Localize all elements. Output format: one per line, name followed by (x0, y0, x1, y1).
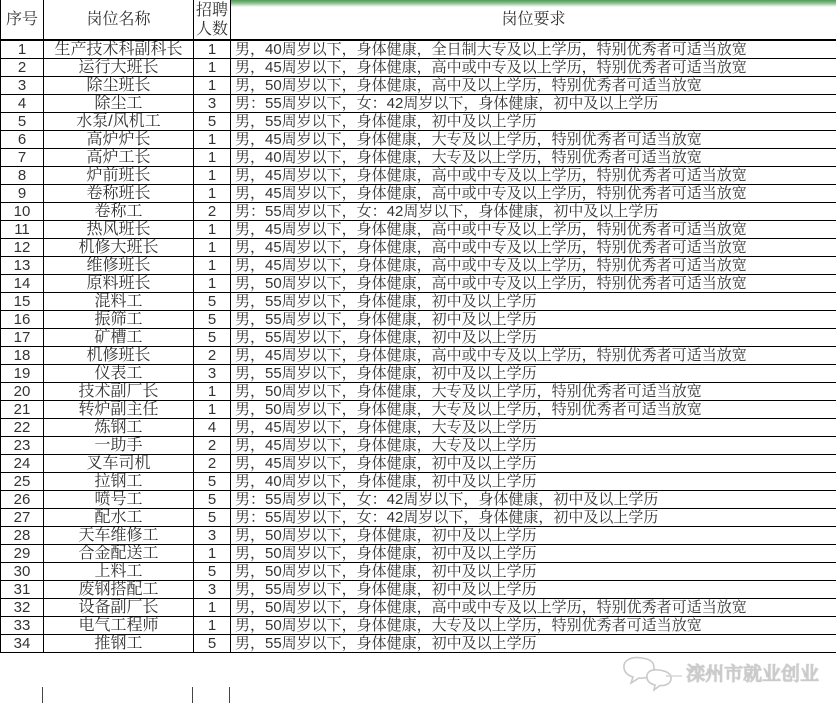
table-row (1, 293, 836, 311)
position-name-cell: 除尘班长 (44, 77, 194, 95)
header-requirements (231, 0, 836, 40)
gridline (229, 687, 230, 703)
serial-number-cell: 7 (1, 149, 44, 167)
position-name-cell: 技术副厂长 (44, 383, 194, 401)
requirement-cell: 男，40周岁以下，身体健康，大专及以上学历，特别优秀者可适当放宽 (231, 149, 836, 167)
requirement-cell: 男：55周岁以下，女：42周岁以下，身体健康，初中及以上学历 (231, 491, 836, 509)
table-row (1, 329, 836, 347)
serial-number-cell: 9 (1, 185, 44, 203)
table-row (1, 617, 836, 635)
table-row (1, 455, 836, 473)
position-name-cell: 废钢搭配工 (44, 581, 194, 599)
table-row (1, 383, 836, 401)
requirement-cell: 男，50周岁以下，身体健康，初中及以上学历 (231, 545, 836, 563)
table-row (1, 509, 836, 527)
headcount-cell: 1 (194, 401, 231, 419)
requirement-cell: 男，50周岁以下，身体健康，大专及以上学历，特别优秀者可适当放宽 (231, 383, 836, 401)
gridline (192, 687, 193, 703)
requirement-cell: 男，55周岁以下，身体健康，初中及以上学历 (231, 581, 836, 599)
requirement-cell: 男，50周岁以下，身体健康，大专及以上学历，特别优秀者可适当放宽 (231, 617, 836, 635)
table-row (1, 95, 836, 113)
table-row (1, 563, 836, 581)
table-row (1, 599, 836, 617)
position-name-cell: 水泵/风机工 (44, 113, 194, 131)
headcount-cell: 1 (194, 149, 231, 167)
position-name-cell: 卷称工 (44, 203, 194, 221)
headcount-cell: 5 (194, 473, 231, 491)
requirement-cell: 男，50周岁以下，身体健康，高中或中专及以上学历，特别优秀者可适当放宽 (231, 275, 836, 293)
gridline (42, 687, 43, 703)
partial-next-row-gridlines (0, 687, 836, 703)
position-name-cell: 天车维修工 (44, 527, 194, 545)
table-row (1, 581, 836, 599)
table-row (1, 203, 836, 221)
serial-number-cell: 11 (1, 221, 44, 239)
headcount-cell: 1 (194, 221, 231, 239)
headcount-cell: 2 (194, 347, 231, 365)
serial-number-cell: 4 (1, 95, 44, 113)
headcount-cell: 5 (194, 509, 231, 527)
header-position-name: 岗位名称 (44, 0, 194, 40)
serial-number-cell: 10 (1, 203, 44, 221)
position-name-cell: 拉钢工 (44, 473, 194, 491)
table-row (1, 275, 836, 293)
requirement-cell: 男，45周岁以下，身体健康，高中或中专及以上学历，特别优秀者可适当放宽 (231, 167, 836, 185)
headcount-cell: 1 (194, 40, 231, 59)
requirement-cell: 男：55周岁以下，女：42周岁以下，身体健康，初中及以上学历 (231, 95, 836, 113)
table-row (1, 185, 836, 203)
serial-number-cell: 33 (1, 617, 44, 635)
table-row (1, 113, 836, 131)
serial-number-cell: 29 (1, 545, 44, 563)
requirement-cell: 男，50周岁以下，身体健康，高中或中专及以上学历，特别优秀者可适当放宽 (231, 599, 836, 617)
table-row (1, 527, 836, 545)
position-name-cell: 转炉副主任 (44, 401, 194, 419)
table-row (1, 40, 836, 59)
table-row (1, 167, 836, 185)
serial-number-cell: 13 (1, 257, 44, 275)
requirement-cell: 男，45周岁以下，身体健康，大专及以上学历 (231, 437, 836, 455)
serial-number-cell: 14 (1, 275, 44, 293)
position-name-cell: 喷号工 (44, 491, 194, 509)
position-name-cell: 合金配送工 (44, 545, 194, 563)
serial-number-cell: 18 (1, 347, 44, 365)
serial-number-cell: 5 (1, 113, 44, 131)
header-requirements-label: 岗位要求 (501, 11, 566, 28)
requirement-cell: 男，55周岁以下，身体健康，初中及以上学历 (231, 329, 836, 347)
table-row (1, 545, 836, 563)
serial-number-cell: 20 (1, 383, 44, 401)
requirement-cell: 男，50周岁以下，身体健康，初中及以上学历 (231, 527, 836, 545)
requirement-cell: 男，45周岁以下，身体健康，高中或中专及以上学历，特别优秀者可适当放宽 (231, 257, 836, 275)
headcount-cell: 1 (194, 131, 231, 149)
serial-number-cell: 31 (1, 581, 44, 599)
headcount-cell: 5 (194, 293, 231, 311)
serial-number-cell: 23 (1, 437, 44, 455)
position-name-cell: 叉车司机 (44, 455, 194, 473)
serial-number-cell: 24 (1, 455, 44, 473)
headcount-cell: 1 (194, 257, 231, 275)
position-name-cell: 炼钢工 (44, 419, 194, 437)
headcount-cell: 4 (194, 419, 231, 437)
position-name-cell: 原料班长 (44, 275, 194, 293)
requirement-cell: 男，55周岁以下，身体健康，初中及以上学历 (231, 365, 836, 383)
table-row (1, 257, 836, 275)
table-row (1, 131, 836, 149)
serial-number-cell: 12 (1, 239, 44, 257)
position-name-cell: 生产技术科副科长 (44, 40, 194, 59)
requirement-cell: 男，45周岁以下，身体健康，高中或中专及以上学历，特别优秀者可适当放宽 (231, 185, 836, 203)
position-name-cell: 高炉炉长 (44, 131, 194, 149)
table-row (1, 149, 836, 167)
headcount-cell: 2 (194, 455, 231, 473)
position-name-cell: 设备副厂长 (44, 599, 194, 617)
table-row (1, 59, 836, 77)
table-row (1, 347, 836, 365)
table-row (1, 365, 836, 383)
table-row (1, 311, 836, 329)
requirement-cell: 男，55周岁以下，身体健康，初中及以上学历 (231, 311, 836, 329)
requirement-cell: 男：55周岁以下，女：42周岁以下，身体健康，初中及以上学历 (231, 509, 836, 527)
position-name-cell: 高炉工长 (44, 149, 194, 167)
headcount-cell: 1 (194, 545, 231, 563)
requirement-cell: 男，45周岁以下，身体健康，大专及以上学历，特别优秀者可适当放宽 (231, 131, 836, 149)
headcount-cell: 1 (194, 239, 231, 257)
position-name-cell: 维修班长 (44, 257, 194, 275)
requirement-cell: 男：55周岁以下，女：42周岁以下，身体健康，初中及以上学历 (231, 203, 836, 221)
serial-number-cell: 17 (1, 329, 44, 347)
serial-number-cell: 25 (1, 473, 44, 491)
position-name-cell: 机修班长 (44, 347, 194, 365)
table-row (1, 635, 836, 653)
requirement-cell: 男，55周岁以下，身体健康，初中及以上学历 (231, 293, 836, 311)
headcount-cell: 5 (194, 491, 231, 509)
requirement-cell: 男，45周岁以下，身体健康，高中或中专及以上学历，特别优秀者可适当放宽 (231, 239, 836, 257)
headcount-cell: 2 (194, 437, 231, 455)
serial-number-cell: 21 (1, 401, 44, 419)
headcount-cell: 5 (194, 311, 231, 329)
serial-number-cell: 8 (1, 167, 44, 185)
table-row (1, 473, 836, 491)
requirement-cell: 男，40周岁以下，身体健康，初中及以上学历 (231, 473, 836, 491)
table-row (1, 401, 836, 419)
serial-number-cell: 3 (1, 77, 44, 95)
headcount-cell: 1 (194, 383, 231, 401)
position-name-cell: 混料工 (44, 293, 194, 311)
table-row (1, 77, 836, 95)
headcount-cell: 5 (194, 329, 231, 347)
table-row (1, 437, 836, 455)
table-row (1, 419, 836, 437)
headcount-cell: 1 (194, 59, 231, 77)
table-row (1, 221, 836, 239)
headcount-cell: 1 (194, 599, 231, 617)
position-name-cell: 卷称班长 (44, 185, 194, 203)
serial-number-cell: 32 (1, 599, 44, 617)
position-name-cell: 仪表工 (44, 365, 194, 383)
position-name-cell: 振筛工 (44, 311, 194, 329)
speech-bubbles-icon (620, 652, 684, 692)
requirement-cell: 男，45周岁以下，身体健康，高中或中专及以上学历，特别优秀者可适当放宽 (231, 221, 836, 239)
serial-number-cell: 15 (1, 293, 44, 311)
serial-number-cell: 1 (1, 40, 44, 59)
position-name-cell: 机修大班长 (44, 239, 194, 257)
header-serial-number: 序号 (1, 0, 44, 40)
position-name-cell: 除尘工 (44, 95, 194, 113)
requirement-cell: 男，50周岁以下，身体健康，初中及以上学历 (231, 563, 836, 581)
serial-number-cell: 34 (1, 635, 44, 653)
position-name-cell: 运行大班长 (44, 59, 194, 77)
headcount-cell: 3 (194, 527, 231, 545)
serial-number-cell: 16 (1, 311, 44, 329)
position-name-cell: 炉前班长 (44, 167, 194, 185)
requirement-cell: 男，50周岁以下，身体健康，高中及以上学历，特别优秀者可适当放宽 (231, 77, 836, 95)
position-name-cell: 推钢工 (44, 635, 194, 653)
position-name-cell: 配水工 (44, 509, 194, 527)
requirement-cell: 男，45周岁以下，身体健康，大专及以上学历 (231, 419, 836, 437)
requirement-cell: 男，40周岁以下，身体健康，全日制大专及以上学历，特别优秀者可适当放宽 (231, 40, 836, 59)
header-row (1, 0, 836, 40)
serial-number-cell: 6 (1, 131, 44, 149)
headcount-cell: 2 (194, 203, 231, 221)
requirement-cell: 男，50周岁以下，身体健康，大专及以上学历，特别优秀者可适当放宽 (231, 401, 836, 419)
position-name-cell: 矿槽工 (44, 329, 194, 347)
requirement-cell: 男，45周岁以下，身体健康，初中及以上学历 (231, 455, 836, 473)
serial-number-cell: 2 (1, 59, 44, 77)
headcount-cell: 5 (194, 635, 231, 653)
position-name-cell: 上料工 (44, 563, 194, 581)
table-row (1, 239, 836, 257)
serial-number-cell: 27 (1, 509, 44, 527)
headcount-cell: 3 (194, 95, 231, 113)
position-name-cell: 一助手 (44, 437, 194, 455)
requirement-cell: 男，55周岁以下，身体健康，初中及以上学历 (231, 635, 836, 653)
requirement-cell: 男，55周岁以下，身体健康，初中及以上学历 (231, 113, 836, 131)
position-name-cell: 热风班长 (44, 221, 194, 239)
headcount-cell: 5 (194, 113, 231, 131)
headcount-cell: 1 (194, 275, 231, 293)
green-accent-bar (231, 0, 836, 7)
headcount-cell: 3 (194, 365, 231, 383)
headcount-cell: 1 (194, 77, 231, 95)
header-headcount: 招聘人数 (194, 0, 231, 40)
watermark-text: 滦州市就业创业 (686, 663, 820, 685)
position-name-cell: 电气工程师 (44, 617, 194, 635)
table-row (1, 491, 836, 509)
serial-number-cell: 22 (1, 419, 44, 437)
headcount-cell: 1 (194, 167, 231, 185)
serial-number-cell: 26 (1, 491, 44, 509)
serial-number-cell: 28 (1, 527, 44, 545)
headcount-cell: 3 (194, 581, 231, 599)
requirement-cell: 男，45周岁以下，身体健康，高中或中专及以上学历，特别优秀者可适当放宽 (231, 347, 836, 365)
serial-number-cell: 19 (1, 365, 44, 383)
headcount-cell: 1 (194, 617, 231, 635)
headcount-cell: 1 (194, 185, 231, 203)
serial-number-cell: 30 (1, 563, 44, 581)
headcount-cell: 5 (194, 563, 231, 581)
requirement-cell: 男，45周岁以下，身体健康，高中或中专及以上学历，特别优秀者可适当放宽 (231, 59, 836, 77)
